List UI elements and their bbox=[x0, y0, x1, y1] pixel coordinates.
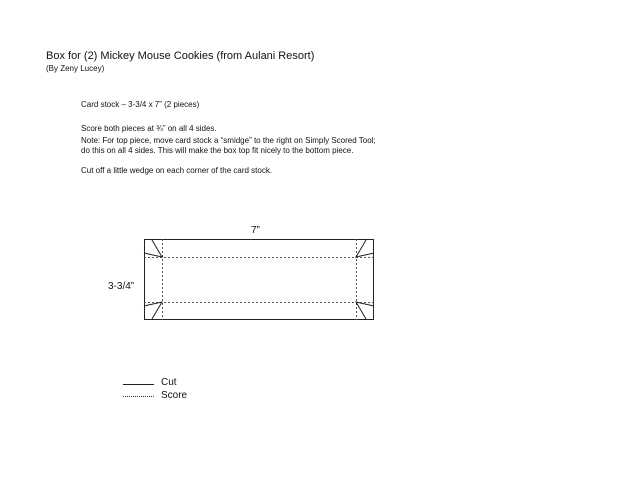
legend-score-line bbox=[123, 396, 154, 397]
legend-cut-label: Cut bbox=[161, 377, 177, 388]
wedge-top-left bbox=[144, 240, 162, 257]
wedge-bottom-left bbox=[144, 302, 162, 319]
width-dimension-label: 7” bbox=[251, 225, 260, 236]
document-author: (By Zeny Lucey) bbox=[46, 64, 105, 73]
height-dimension-label: 3-3/4” bbox=[108, 281, 135, 292]
materials-line: Card stock – 3-3/4 x 7” (2 pieces) bbox=[81, 100, 200, 109]
document-title: Box for (2) Mickey Mouse Cookies (from Aulani Resort) bbox=[46, 50, 315, 62]
wedge-bottom-right bbox=[356, 302, 374, 319]
legend-score-label: Score bbox=[161, 390, 188, 401]
score-lines bbox=[144, 239, 374, 320]
score-instruction-line: Score both pieces at ¾” on all 4 sides. bbox=[81, 124, 217, 133]
note-continuation-line: do this on all 4 sides. This will make the box top fit nicely to the bottom piece. bbox=[81, 146, 354, 155]
corner-wedges bbox=[144, 240, 374, 319]
cut-instruction-line: Cut off a little wedge on each corner of the card stock. bbox=[81, 166, 273, 175]
wedge-top-right bbox=[356, 240, 374, 257]
note-line: Note: For top piece, move card stock a “smidge” to the right on Simply Scored Tool; bbox=[81, 136, 376, 145]
legend-cut-line bbox=[123, 384, 154, 385]
outer-cut-outline bbox=[145, 240, 374, 320]
